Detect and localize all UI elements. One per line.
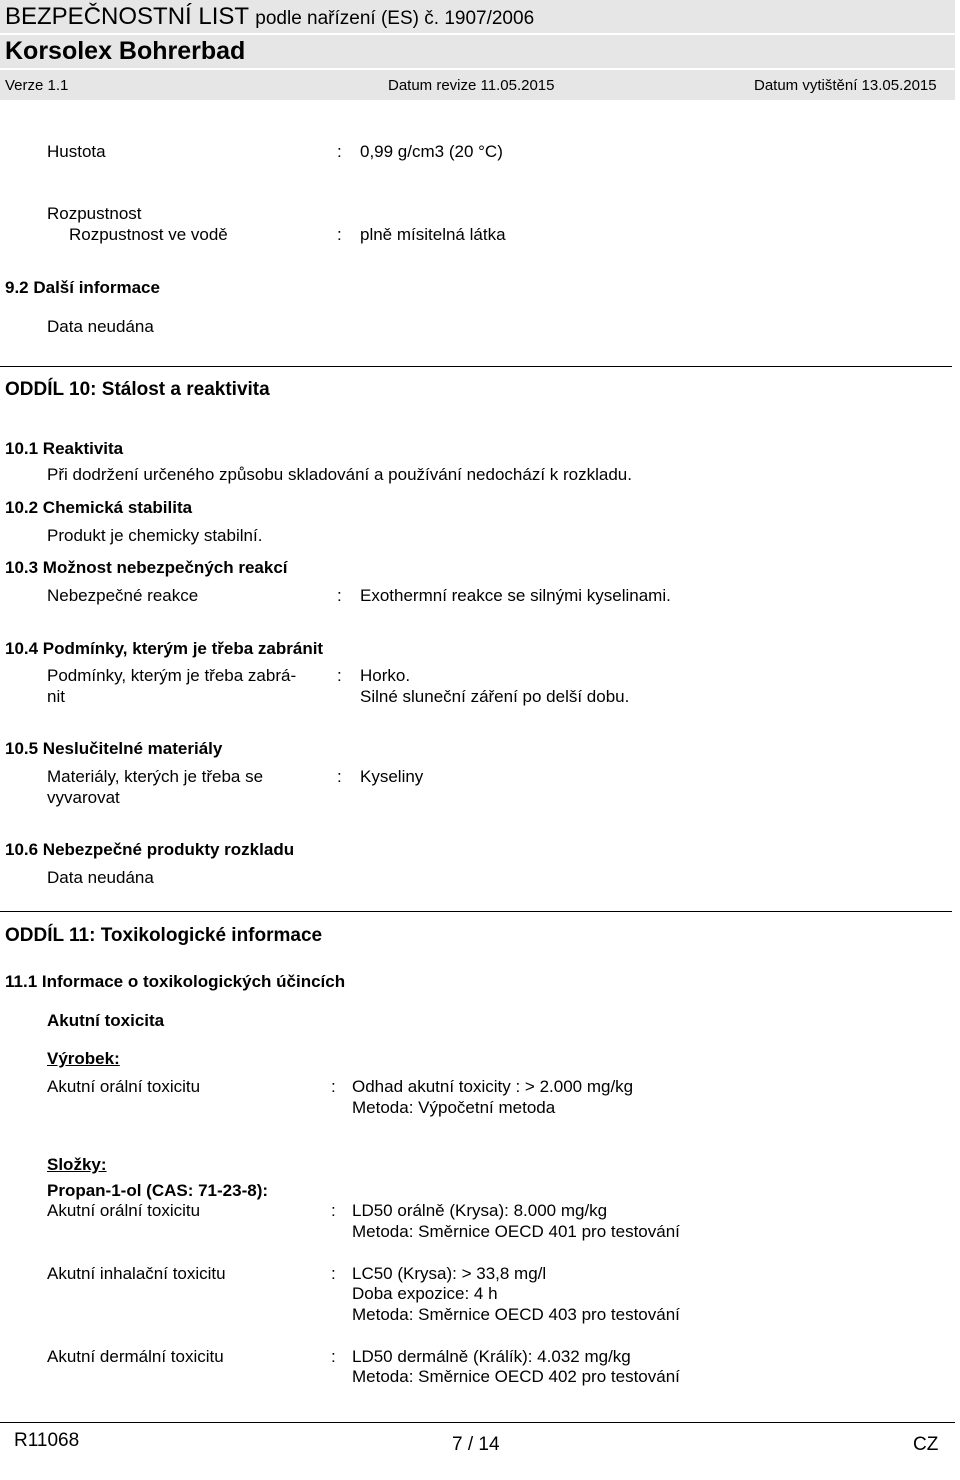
section-10-3-value: Exothermní reakce se silnými kyselinami. xyxy=(360,586,671,605)
comp-oral-label: Akutní orální toxicitu xyxy=(47,1201,201,1220)
comp-inhal-line1: LC50 (Krysa): > 33,8 mg/l xyxy=(352,1264,547,1283)
section-10-4-heading: 10.4 Podmínky, kterým je třeba zabránit xyxy=(5,639,324,658)
water-solubility-label: Rozpustnost ve vodě xyxy=(69,225,228,244)
density-colon: : xyxy=(337,142,342,161)
density-label: Hustota xyxy=(47,142,106,161)
version: Verze 1.1 xyxy=(5,77,69,94)
section-10-4-value-line2: Silné sluneční záření po delší dobu. xyxy=(360,687,630,706)
regulation-text: podle nařízení (ES) č. 1907/2006 xyxy=(255,8,535,29)
components-heading: Složky: xyxy=(47,1155,107,1174)
section-10-6-text: Data neudána xyxy=(47,868,154,887)
section-10-4-label-line2: nit xyxy=(47,687,65,706)
section-10-2-text: Produkt je chemicky stabilní. xyxy=(47,526,263,545)
document-title xyxy=(5,3,534,31)
water-solubility-colon: : xyxy=(337,225,342,244)
product-oral-line2: Metoda: Výpočetní metoda xyxy=(352,1098,556,1117)
comp-oral-line1: LD50 orálně (Krysa): 8.000 mg/kg xyxy=(352,1201,608,1220)
footer-page-number: 7 / 14 xyxy=(452,1434,500,1455)
comp-derm-colon: : xyxy=(331,1347,336,1366)
product-oral-label: Akutní orální toxicitu xyxy=(47,1077,201,1096)
density-value: 0,99 g/cm3 (20 °C) xyxy=(360,142,503,161)
section-9-2-text: Data neudána xyxy=(47,317,154,336)
section-11-rule xyxy=(0,911,952,912)
section-10-1-heading: 10.1 Reaktivita xyxy=(5,439,124,458)
section-10-6-heading: 10.6 Nebezpečné produkty rozkladu xyxy=(5,840,295,859)
section-10-5-heading: 10.5 Neslučitelné materiály xyxy=(5,739,223,758)
acute-toxicity-heading: Akutní toxicita xyxy=(47,1011,165,1030)
comp-derm-line2: Metoda: Směrnice OECD 402 pro testování xyxy=(352,1367,680,1386)
footer-country: CZ xyxy=(913,1434,939,1455)
water-solubility-value: plně mísitelná látka xyxy=(360,225,506,244)
section-10-rule xyxy=(0,366,952,367)
section-10-4-value-line1: Horko. xyxy=(360,666,411,685)
component-name: Propan-1-ol (CAS: 71-23-8): xyxy=(47,1181,269,1200)
section-11-1-heading: 11.1 Informace o toxikologických účincích xyxy=(5,972,346,991)
comp-inhal-line2: Doba expozice: 4 h xyxy=(352,1284,498,1303)
revision-date: Datum revize 11.05.2015 xyxy=(388,77,555,94)
doc-title-text: BEZPEČNOSTNÍ LIST xyxy=(5,3,249,30)
section-10-4-label-line1: Podmínky, kterým je třeba zabrá- xyxy=(47,666,297,685)
section-10-2-heading: 10.2 Chemická stabilita xyxy=(5,498,193,517)
product-oral-colon: : xyxy=(331,1077,336,1096)
comp-inhal-label: Akutní inhalační toxicitu xyxy=(47,1264,226,1283)
section-10-5-label-line1: Materiály, kterých je třeba se xyxy=(47,767,264,786)
section-10-5-colon: : xyxy=(337,767,342,786)
comp-inhal-line3: Metoda: Směrnice OECD 403 pro testování xyxy=(352,1305,680,1324)
section-10-3-heading: 10.3 Možnost nebezpečných reakcí xyxy=(5,558,288,577)
section-10-5-label-line2: vyvarovat xyxy=(47,788,120,807)
footer-rule xyxy=(0,1422,955,1423)
comp-derm-label: Akutní dermální toxicitu xyxy=(47,1347,224,1366)
section-10-3-colon: : xyxy=(337,586,342,605)
product-name: Korsolex Bohrerbad xyxy=(5,37,246,65)
print-date: Datum vytištění 13.05.2015 xyxy=(754,77,937,94)
section-10-5-value: Kyseliny xyxy=(360,767,424,786)
section-10-1-text: Při dodržení určeného způsobu skladování a používání nedochází k rozkladu. xyxy=(47,465,632,484)
comp-oral-line2: Metoda: Směrnice OECD 401 pro testování xyxy=(352,1222,680,1241)
comp-inhal-colon: : xyxy=(331,1264,336,1283)
section-9-2-heading: 9.2 Další informace xyxy=(5,278,160,297)
solubility-label: Rozpustnost xyxy=(47,204,142,223)
section-10-3-label: Nebezpečné reakce xyxy=(47,586,199,605)
footer-doc-code: R11068 xyxy=(14,1430,80,1451)
section-10-4-colon: : xyxy=(337,666,342,685)
product-oral-line1: Odhad akutní toxicity : > 2.000 mg/kg xyxy=(352,1077,634,1096)
comp-oral-colon: : xyxy=(331,1201,336,1220)
section-10-title: ODDÍL 10: Stálost a reaktivita xyxy=(5,379,270,400)
comp-derm-line1: LD50 dermálně (Králík): 4.032 mg/kg xyxy=(352,1347,631,1366)
product-heading: Výrobek: xyxy=(47,1049,120,1068)
section-11-title: ODDÍL 11: Toxikologické informace xyxy=(5,925,323,946)
